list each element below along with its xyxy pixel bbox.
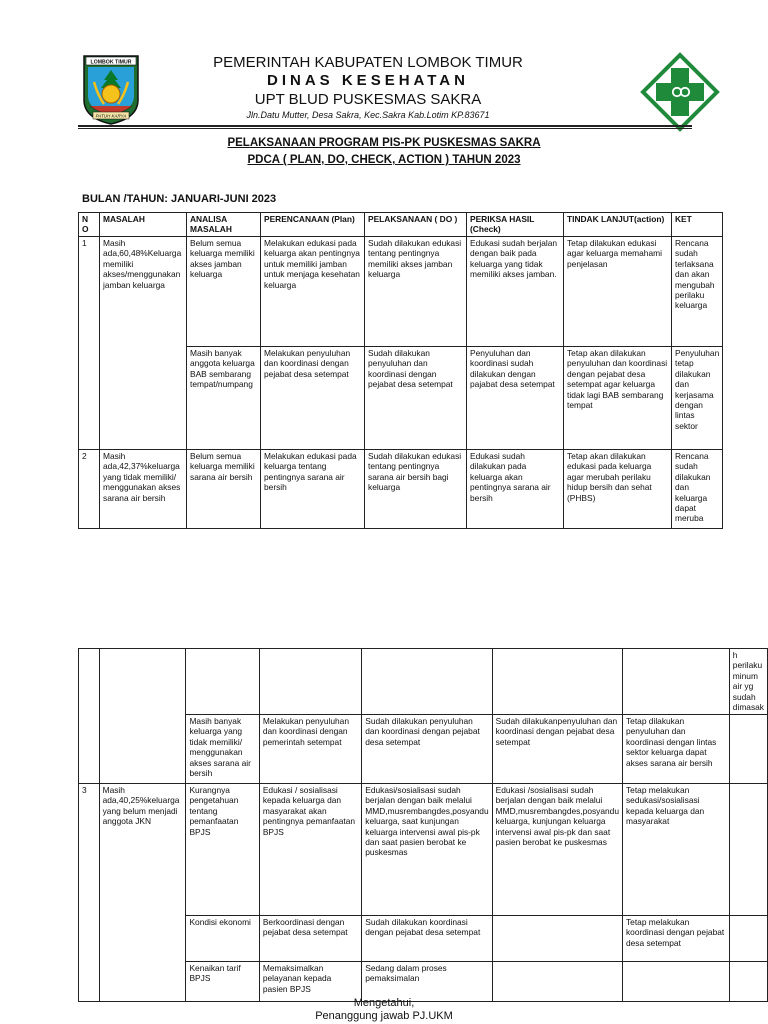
col-header-ket: KET	[672, 213, 723, 237]
emblem-top-text: LOMBOK TIMUR	[90, 59, 132, 66]
header-address: Jln.Datu Mutter, Desa Sakra, Kec.Sakra Kab.Lotim KP.83671	[246, 110, 490, 120]
cell-perencanaan: Memaksimalkan pelayanan kepada pasien BPJS	[259, 962, 361, 1002]
table-row	[79, 649, 768, 715]
signature-role: Penanggung jawab PJ.UKM	[315, 1010, 453, 1022]
cell-periksa: Edukasi /sosialisasi sudah berjalan dengan baik melalui MMD,musrembangdes,posyandu keluarga, kunjungan keluarga intervensi awal pis-pk dan saat pasien berobat ke puskesmas	[492, 784, 622, 916]
cell-ket: h perilaku minum air yg sudah dimasak	[729, 649, 767, 715]
cell-ket: Penyuluhan tetap dilakukan dan kerjasama dengan lintas sektor	[672, 347, 723, 450]
cell-perencanaan: Melakukan edukasi pada keluarga tentang pentingnya sarana air bersih	[261, 450, 365, 529]
cell-ket	[729, 715, 767, 784]
cell-analisa: Masih banyak keluarga yang tidak memiliki/ menggunakan akses sarana air bersih	[186, 715, 259, 784]
col-header-analisa: ANALISA MASALAH	[187, 213, 261, 237]
cell-periksa: Edukasi sudah dilakukan pada keluarga akan pentingnya sarana air bersih	[467, 450, 564, 529]
cell-perencanaan: Melakukan penyuluhan dan koordinasi dengan pemerintah setempat	[259, 715, 361, 784]
cell-masalah: Masih ada,42,37%keluarga yang tidak memiliki/ menggunakan akses sarana air bersih	[100, 450, 187, 529]
header-rule-thin	[78, 128, 692, 129]
document-title: PELAKSANAAN PROGRAM PIS-PK PUSKESMAS SAKRA	[227, 137, 541, 149]
cell-analisa: Masih banyak anggota keluarga BAB sembarang tempat/numpang	[187, 347, 261, 450]
header-unit-line: UPT BLUD PUSKESMAS SAKRA	[254, 91, 482, 108]
cell-pelaksanaan: Edukasi/sosialisasi sudah berjalan dengan baik melalui MMD,musrembangdes,posyandu keluarga, saat kunjungan keluarga intervensi awal pis-pk dan saat pasien berobat ke puskesmas	[362, 784, 492, 916]
cell-perencanaan: Melakukan edukasi pada keluarga akan pentingnya untuk memiliki jamban untuk menjaga kesehatan keluarga	[261, 237, 365, 347]
cell-periksa: Penyuluhan dan koordinasi sudah dilakukan dengan pajabat desa setempat	[467, 347, 564, 450]
cell-pelaksanaan	[362, 649, 492, 715]
cell-perencanaan: Edukasi / sosialisasi kepada keluarga dan masyarakat akan pentingnya pemanfaatan BPJS	[259, 784, 361, 916]
signature-mengetahui: Mengetahui,	[353, 997, 415, 1009]
col-header-pelaksanaan: PELAKSANAAN ( DO )	[365, 213, 467, 237]
cell-analisa: Kondisi ekonomi	[186, 916, 259, 962]
cell-tindak: Tetap dilakukan edukasi agar keluarga memahami penjelasan	[564, 237, 672, 347]
cell-tindak	[622, 962, 729, 1002]
cell-analisa: Belum semua keluarga memiliki sarana air bersih	[187, 450, 261, 529]
table-header-row	[79, 213, 723, 237]
cell-periksa: Edukasi sudah berjalan dengan baik pada keluarga yang tidak memiliki akses jamban.	[467, 237, 564, 347]
document-subtitle: PDCA ( PLAN, DO, CHECK, ACTION ) TAHUN 2023	[247, 154, 521, 166]
header-agency-line: DINAS KESEHATAN	[267, 72, 469, 89]
col-header-no: N O	[79, 213, 100, 237]
cell-periksa: Sudah dilakukanpenyuluhan dan koordinasi dengan pejabat desa setempat	[492, 715, 622, 784]
cell-analisa: Belum semua keluarga memiliki akses jamban keluarga	[187, 237, 261, 347]
header-rule-thick	[78, 125, 692, 127]
cell-tindak: Tetap dilakukan penyuluhan dan koordinasi dengan lintas sektor keluarga dapat akses sarana air bersih	[622, 715, 729, 784]
cell-pelaksanaan: Sudah dilakukan edukasi tentang pentingnya memiliki akses jamban keluarga	[365, 237, 467, 347]
cell-analisa: Kenaikan tarif BPJS	[186, 962, 259, 1002]
cell-ket: Rencana sudah terlaksana dan akan mengubah perilaku keluarga	[672, 237, 723, 347]
cell-ket	[729, 916, 767, 962]
cell-no	[79, 649, 100, 784]
cell-tindak: Tetap akan dilakukan penyuluhan dan koordinasi dengan pejabat desa setempat agar keluarga tidak lagi BAB sembarang tempat	[564, 347, 672, 450]
cell-perencanaan: Berkoordinasi dengan pejabat desa setempat	[259, 916, 361, 962]
cell-ket	[729, 962, 767, 1002]
emblem-motto-text: PATUH KARYA	[95, 113, 127, 119]
col-header-perencanaan: PERENCANAAN (Plan)	[261, 213, 365, 237]
cell-masalah	[99, 649, 186, 784]
cell-perencanaan: Melakukan penyuluhan dan koordinasi dengan pejabat desa setempat	[261, 347, 365, 450]
table-row	[79, 784, 768, 916]
table-row	[79, 237, 723, 347]
period-label: BULAN /TAHUN: JANUARI-JUNI 2023	[82, 193, 277, 205]
cell-periksa	[492, 649, 622, 715]
cell-masalah: Masih ada,60,48%Keluarga memiliki akses/menggunakan jamban keluarga	[100, 237, 187, 450]
cell-pelaksanaan: Sudah dilakukan edukasi tentang pentingnya sarana air bersih bagi keluarga	[365, 450, 467, 529]
cell-tindak: Tetap akan dilakukan edukasi pada keluarga agar merubah perilaku hidup bersih dan sehat (PHBS)	[564, 450, 672, 529]
cell-no: 3	[79, 784, 100, 1002]
cell-tindak	[622, 649, 729, 715]
cell-no: 2	[79, 450, 100, 529]
cell-masalah: Masih ada,40,25%keluarga yang belum menjadi anggota JKN	[99, 784, 186, 1002]
col-header-periksa: PERIKSA HASIL (Check)	[467, 213, 564, 237]
col-header-tindak: TINDAK LANJUT(action)	[564, 213, 672, 237]
cell-ket: Rencana sudah dilakukan dan keluarga dapat meruba	[672, 450, 723, 529]
table-row	[79, 450, 723, 529]
cell-periksa	[492, 962, 622, 1002]
cell-periksa	[492, 916, 622, 962]
cell-tindak: Tetap melakukan sedukasi/sosialisasi kepada keluarga dan masyarakat	[622, 784, 729, 916]
header-government-line: PEMERINTAH KABUPATEN LOMBOK TIMUR	[213, 54, 523, 71]
cell-pelaksanaan: Sudah dilakukan koordinasi dengan pejabat desa setempat	[362, 916, 492, 962]
cell-ket	[729, 784, 767, 916]
col-header-masalah: MASALAH	[100, 213, 187, 237]
pdca-table-page1	[78, 212, 723, 529]
cell-analisa: Kurangnya pengetahuan tentang pemanfaatan BPJS	[186, 784, 259, 916]
cell-no: 1	[79, 237, 100, 450]
pdca-table-page2	[78, 648, 768, 1002]
cell-perencanaan	[259, 649, 361, 715]
cell-pelaksanaan: Sudah dilakukan penyuluhan dan koordinasi dengan pejabat desa setempat	[362, 715, 492, 784]
cell-pelaksanaan: Sedang dalam proses pemaksimalan	[362, 962, 492, 1002]
cell-tindak: Tetap melakukan koordinasi dengan pejabat desa setempat	[622, 916, 729, 962]
cell-pelaksanaan: Sudah dilakukan penyuluhan dan koordinasi dengan pejabat desa setempat	[365, 347, 467, 450]
cell-analisa	[186, 649, 259, 715]
